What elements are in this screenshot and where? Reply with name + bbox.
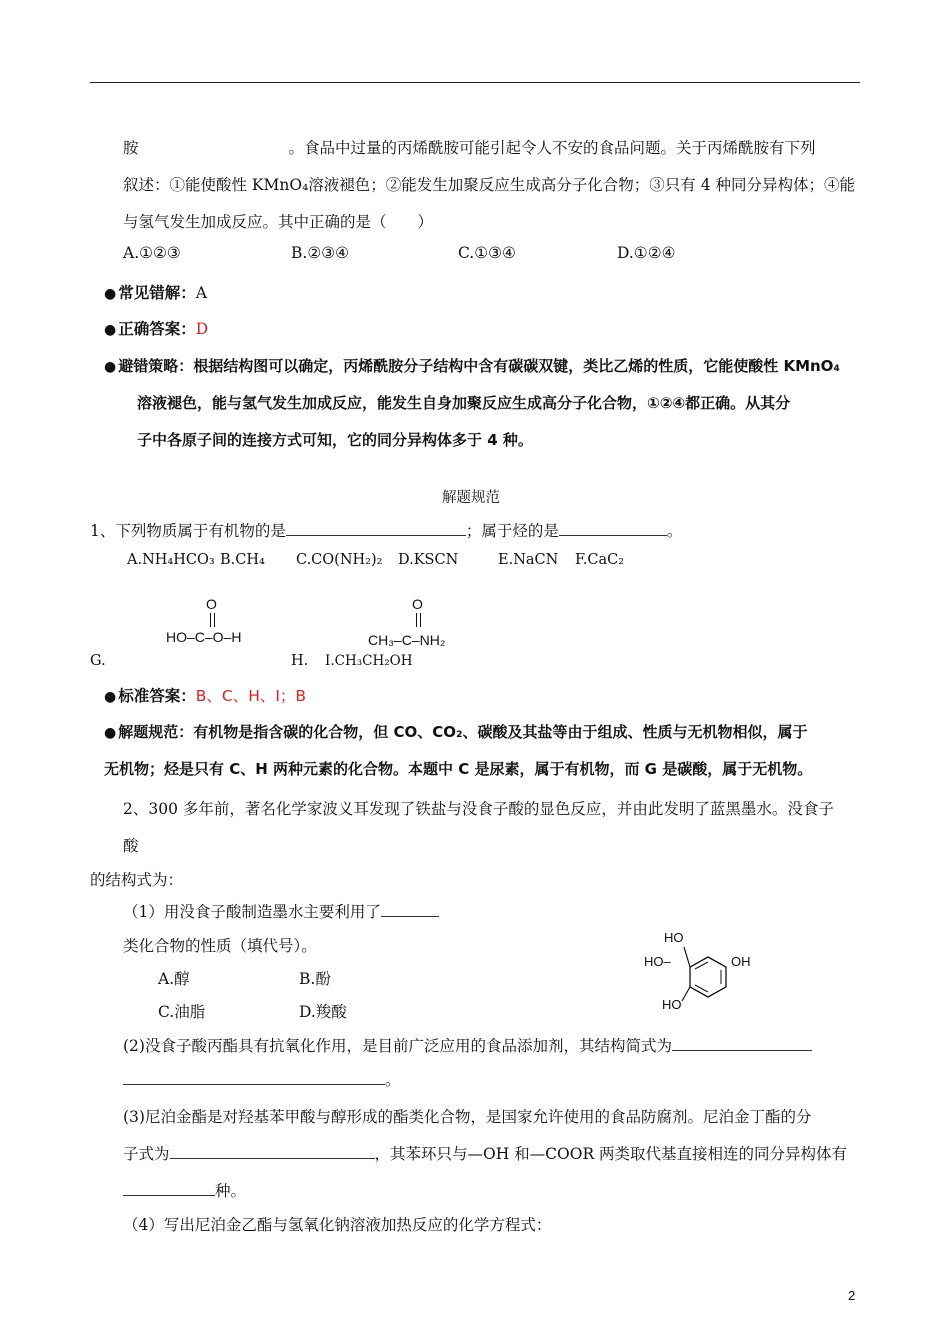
answer-blank[interactable] (123, 1181, 215, 1196)
q2-sub3-line2 (123, 1142, 847, 1164)
norm-line2: 无机物；烃是只有 C、H 两种元素的化合物。本题中 C 是尿素，属于有机物，而 G 是碳酸，属于无机物。 (104, 760, 813, 778)
text: 。 (666, 522, 683, 540)
text: 解题规范：有机物是指含碳的化合物，但 CO、CO₂、碳酸及其盐等由于组成、性质与无机物相似，属于 (118, 723, 808, 741)
text: 种。 (215, 1182, 247, 1200)
answer-blank[interactable] (381, 902, 439, 917)
oh-right: OH (731, 954, 751, 969)
bullet-icon: ● (104, 689, 117, 705)
text: ；属于烃的是 (465, 522, 559, 540)
p1-option-c: C.①③④ (458, 244, 516, 262)
text: 子式为 (123, 1145, 170, 1163)
answer-blank[interactable] (123, 1070, 385, 1085)
text: 避错策略：根据结构图可以确定，丙烯酰胺分子结构中含有碳碳双键，类比乙烯的性质，它能使酸性 KMnO₄ (118, 357, 840, 375)
norm-line1 (104, 721, 808, 742)
q2-sub1-cont: 类化合物的性质（填代号）。 (123, 937, 317, 955)
q2-option-c: C.油脂 (158, 1003, 206, 1021)
i-label: I.CH₃CH₂OH (325, 653, 413, 669)
structure-h-oxygen: O (412, 596, 423, 612)
section-title: 解题规范 (442, 490, 500, 506)
value: D (195, 320, 209, 338)
ho-bottom: HO (662, 997, 682, 1012)
q1-option-c: C.CO(NH₂)₂ (296, 552, 383, 568)
p1-option-b: B.②③④ (291, 244, 350, 262)
benzene-ring (640, 925, 760, 1020)
q2-sub4: （4）写出尼泊金乙酯与氢氧化钠溶液加热反应的化学方程式： (123, 1216, 552, 1234)
p1-option-d: D.①②④ (617, 244, 676, 262)
structure-g-oxygen: O (206, 596, 217, 612)
q2-line2: 酸 (123, 837, 139, 855)
q1-option-f: F.CaC₂ (575, 552, 625, 568)
text: 。 (385, 1071, 401, 1089)
structure-h-chain: CH₃–C–NH₂ (368, 632, 446, 648)
answer-blank[interactable] (559, 521, 667, 536)
q2-sub2-cont (123, 1068, 401, 1090)
text: 1、下列物质属于有机物的是 (90, 522, 286, 540)
structure-g-chain: HO–C–O–H (166, 629, 242, 645)
gallic-acid-structure (640, 925, 760, 1020)
bullet-icon: ● (104, 286, 117, 302)
p1-line3: 与氢气发生加成反应。其中正确的是（ ） (123, 213, 434, 231)
text: 胺 (123, 139, 139, 157)
g-label: G. (90, 653, 106, 669)
value: A (195, 284, 207, 302)
answer-blank[interactable] (170, 1144, 375, 1159)
h-label: H. (291, 653, 309, 669)
q2-sub2 (123, 1034, 812, 1056)
p1-option-a: A.①②③ (123, 244, 181, 262)
header-rule (90, 82, 860, 83)
p1-line2: 叙述：①能使酸性 KMnO₄溶液褪色；②能发生加聚反应生成高分子化合物；③只有 4 种同分异构体；④能 (123, 176, 855, 194)
p1-line1 (123, 136, 816, 158)
label: 标准答案： (118, 687, 196, 705)
ho-left: HO– (644, 954, 671, 969)
label: 正确答案： (118, 320, 196, 338)
ho-top: HO (664, 930, 684, 945)
answer-blank[interactable] (286, 521, 466, 536)
strategy-line1 (104, 355, 840, 376)
page-number: 2 (848, 1288, 856, 1303)
label: 常见错解： (118, 284, 196, 302)
q2-sub3-line3 (123, 1179, 246, 1201)
q2-option-a: A.醇 (158, 970, 190, 988)
q2-sub3-line1: (3)尼泊金酯是对羟基苯甲酸与醇形成的酯类化合物，是国家允许使用的食品防腐剂。尼泊金丁酯的分 (123, 1108, 812, 1126)
double-bond (210, 613, 215, 627)
q2-line1: 2、300 多年前，著名化学家波义耳发现了铁盐与没食子酸的显色反应，并由此发明了蓝黑墨水。没食子 (123, 800, 834, 818)
answer-blank[interactable] (672, 1036, 812, 1051)
text: （1）用没食子酸制造墨水主要利用了 (123, 903, 381, 921)
bullet-icon: ● (104, 359, 117, 375)
q2-sub1 (123, 900, 439, 922)
strategy-line3: 子中各原子间的连接方式可知，它的同分异构体多于 4 种。 (137, 431, 533, 449)
bullet-icon: ● (104, 725, 117, 741)
q2-line3: 的结构式为： (90, 871, 184, 889)
q1-stem (90, 519, 682, 541)
text: 。食品中过量的丙烯酰胺可能引起令人不安的食品问题。关于丙烯酰胺有下列 (288, 139, 816, 157)
bullet-icon: ● (104, 322, 117, 338)
value: B、C、H、I；B (195, 687, 307, 705)
q1-option-b: B.CH₄ (220, 552, 265, 568)
standard-answer (104, 684, 306, 706)
double-bond (416, 613, 421, 627)
correct-answer (104, 317, 208, 339)
strategy-line2: 溶液褪色，能与氢气发生加成反应，能发生自身加聚反应生成高分子化合物，①②④都正确。从其分 (137, 394, 791, 412)
q2-option-d: D.羧酸 (299, 1003, 347, 1021)
common-mistake (104, 281, 207, 303)
q1-option-d: D.KSCN (398, 552, 459, 568)
q2-option-b: B.酚 (299, 970, 331, 988)
q1-option-a: A.NH₄HCO₃ (127, 552, 215, 568)
text: ，其苯环只与—OH 和—COOR 两类取代基直接相连的同分异构体有 (374, 1145, 848, 1163)
text: (2)没食子酸丙酯具有抗氧化作用，是目前广泛应用的食品添加剂，其结构简式为 (123, 1037, 672, 1055)
q1-option-e: E.NaCN (498, 552, 559, 568)
